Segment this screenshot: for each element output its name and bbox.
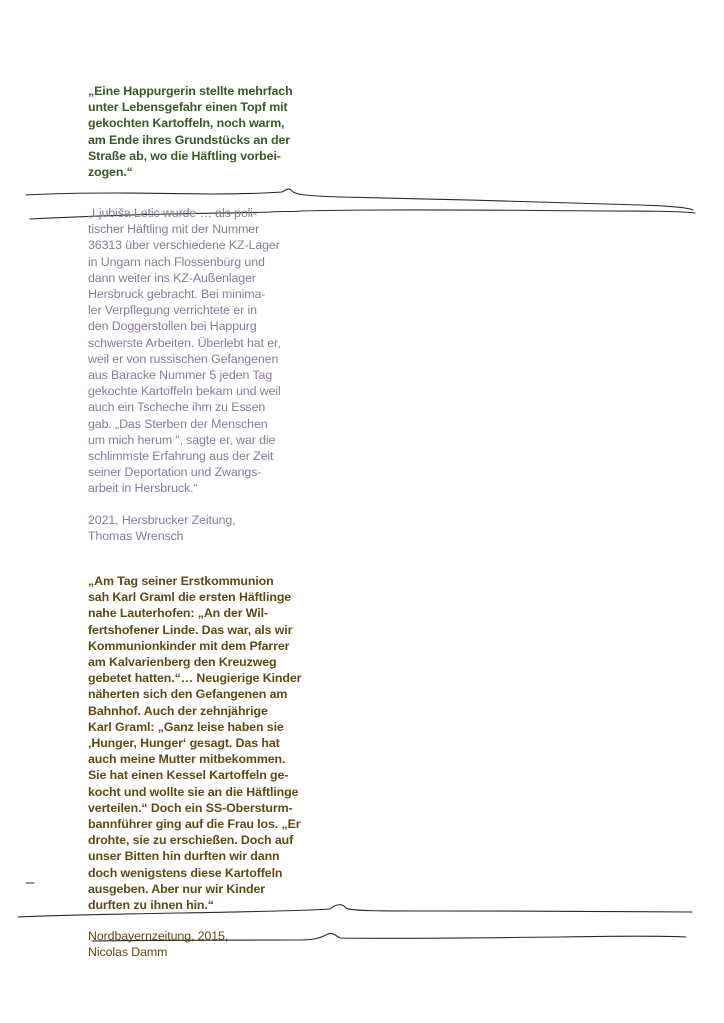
quote-line: „Am Tag seiner Erstkommunion bbox=[88, 574, 274, 588]
quote-line: durften zu ihnen hin.“ bbox=[88, 898, 214, 913]
quote-line: schlimmste Erfahrung aus der Zeit bbox=[88, 449, 274, 464]
quote-line: gebetet hatten.“… Neugierige Kinder bbox=[88, 671, 302, 686]
quote-line: kocht und wollte sie an die Häftlinge bbox=[88, 784, 299, 799]
quote-line: gekochte Kartoffeln bekam und weil bbox=[88, 384, 281, 399]
quote-line: am Ende ihres Grundstücks an der bbox=[88, 132, 290, 147]
quote-line: auch ein Tscheche ihm zu Essen bbox=[88, 400, 266, 415]
quote-line: ausgeben. Aber nur wir Kinder bbox=[88, 881, 266, 896]
source-line: Thomas Wrensch bbox=[88, 529, 184, 544]
quote-line: 36313 über verschiedene KZ-Lager bbox=[88, 238, 280, 253]
quote-line: näherten sich den Gefangenen am bbox=[88, 687, 288, 702]
quote-line: fertshofener Linde. Das war, als wir bbox=[88, 622, 293, 637]
quote-line: ler Verpflegung verrichtete er in bbox=[88, 303, 257, 318]
source-line: Nicolas Damm bbox=[88, 945, 168, 960]
quote-karl-graml bbox=[88, 573, 302, 913]
quote-line: gekochten Kartoffeln, noch warm, bbox=[88, 116, 285, 131]
quote-line: nahe Lauterhofen: „An der Wil- bbox=[88, 606, 268, 621]
quote-line: Straße ab, wo die Häftling vorbei- bbox=[88, 148, 281, 163]
quote-line: in Ungarn nach Flossenbürg und bbox=[88, 254, 265, 269]
quote-line: „Eine Happurgerin stellte mehrfach bbox=[88, 84, 293, 98]
quote-line: drohte, sie zu erschießen. Doch auf bbox=[88, 833, 294, 848]
quote-line: Sie hat einen Kessel Kartoffeln ge- bbox=[88, 768, 289, 783]
source-line: 2021, Hersbrucker Zeitung, bbox=[88, 513, 236, 527]
quote-line: seiner Deportation und Zwangs- bbox=[88, 465, 262, 480]
quote-line: doch wenigstens diese Kartoffeln bbox=[88, 865, 283, 880]
quote-line: am Kalvarienberg den Kreuzweg bbox=[88, 655, 277, 670]
quote-line: um mich herum “, sagte er, war die bbox=[88, 432, 276, 447]
quote-line: Kommunionkinder mit dem Pfarrer bbox=[88, 638, 290, 653]
quote-ljubisa-letic bbox=[88, 205, 288, 497]
quote-line: unter Lebensgefahr einen Topf mit bbox=[88, 100, 288, 115]
quote-line: arbeit in Hersbruck.“ bbox=[88, 481, 198, 496]
quote-line: aus Baracke Nummer 5 jeden Tag bbox=[88, 368, 273, 383]
quote-happurgerin bbox=[88, 83, 293, 180]
quote-line: verteilen.“ Doch ein SS-Obersturm- bbox=[88, 800, 293, 815]
quote-line: schwerste Arbeiten. Überlebt hat er, bbox=[88, 335, 281, 350]
source-graml bbox=[88, 928, 288, 960]
source-letic bbox=[88, 512, 288, 544]
quote-line: sah Karl Graml die ersten Häftlinge bbox=[88, 590, 292, 605]
quote-line: Karl Graml: „Ganz leise haben sie bbox=[88, 719, 284, 734]
quote-line: weil er von russischen Gefangenen bbox=[88, 351, 279, 366]
quote-line: Hersbruck gebracht. Bei minima- bbox=[88, 287, 266, 302]
quote-line: „Ljubiša Letic wurde … als poli- bbox=[88, 206, 257, 220]
quote-line: zogen.“ bbox=[88, 165, 133, 180]
quote-line: gab. „Das Sterben der Menschen bbox=[88, 416, 268, 431]
quote-line: den Doggerstollen bei Happurg bbox=[88, 319, 257, 334]
quote-line: dann weiter ins KZ-Außenlager bbox=[88, 270, 256, 285]
source-line: Nordbayernzeitung, 2015, bbox=[88, 929, 229, 943]
quote-line: auch meine Mutter mitbekommen. bbox=[88, 752, 286, 767]
quote-line: Bahnhof. Auch der zehnjährige bbox=[88, 703, 268, 718]
quote-line: bannführer ging auf die Frau los. „Er bbox=[88, 817, 301, 832]
quote-line: ‚Hunger, Hunger‘ gesagt. Das hat bbox=[88, 736, 280, 751]
quote-line: tischer Häftling mit der Nummer bbox=[88, 222, 260, 237]
quote-line: unser Bitten hin durften wir dann bbox=[88, 849, 280, 864]
